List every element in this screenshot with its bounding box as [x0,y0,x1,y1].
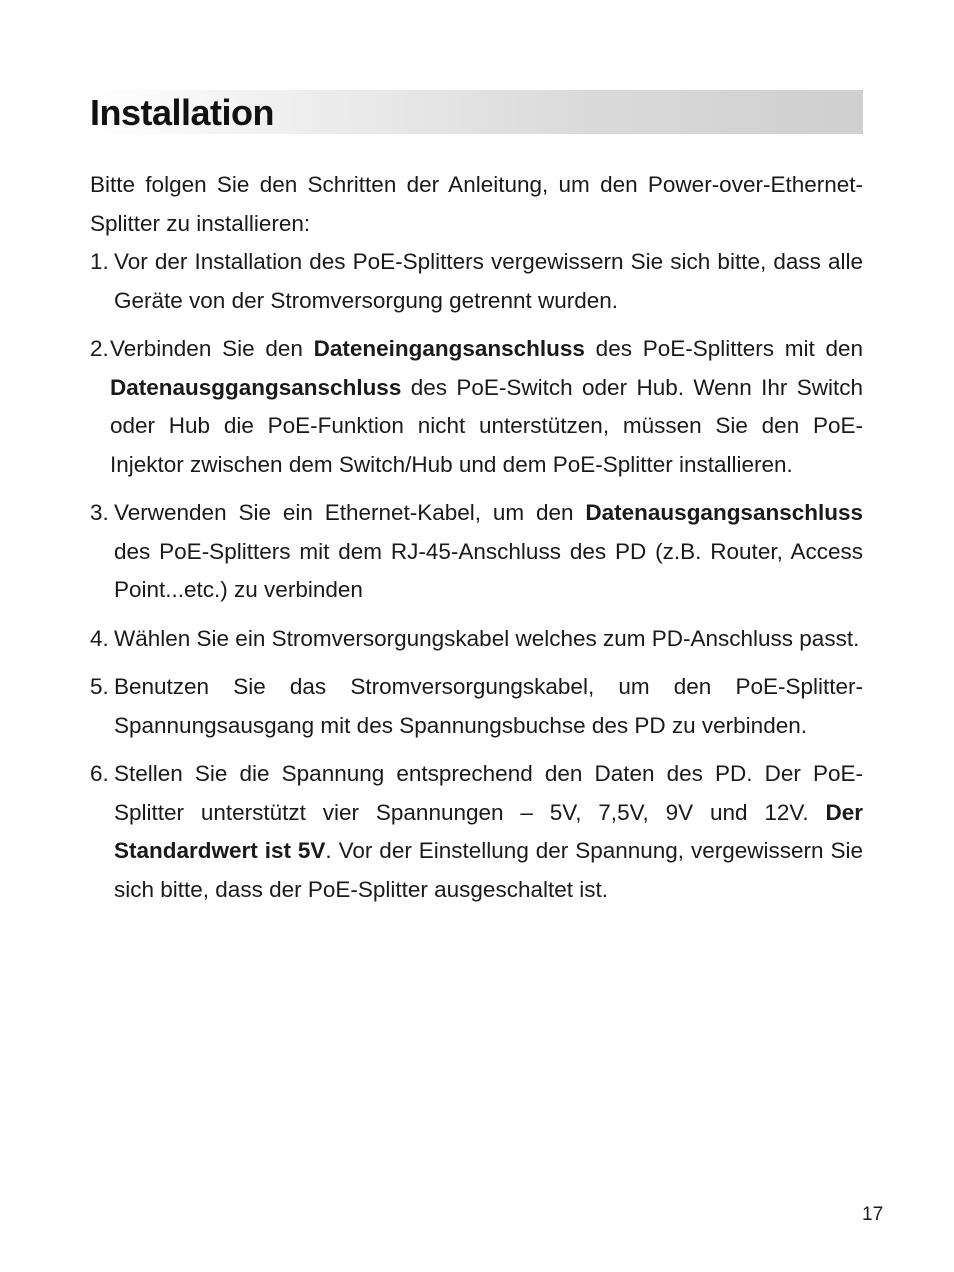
bold-term: Dateneingangsanschluss [313,336,585,361]
step-number: 4. [90,625,109,651]
text-run: des PoE-Switch oder Hub. Wenn Ihr Switch oder Hub die PoE-Funktion nicht unterstützen, müssen Sie den PoE-Injektor zwischen dem Switch/Hub und dem PoE-Splitter installieren. [110,374,863,477]
document-body [90,166,863,909]
step-text [114,243,863,320]
bold-term: Der Standardwert ist 5V [114,799,863,863]
list-item [90,330,863,484]
step-number: 2. [90,336,109,361]
text-run: . Vor der Einstellung der Spannung, vergewissern Sie sich bitte, dass der PoE-Splitter ausgeschaltet ist. [114,838,863,902]
step-text [114,668,863,745]
text-run: Benutzen Sie das Stromversorgungskabel, um den PoE-Splitter-Spannungsausgang mit des Spannungsbuchse des PD zu verbinden. [114,674,863,738]
text-run: Verwenden Sie ein Ethernet-Kabel, um den [114,500,586,525]
step-number: 1. [90,249,109,274]
step-number: 5. [90,674,109,699]
page-number: 17 [862,1204,884,1225]
list-item [90,755,863,909]
text-run: Vor der Installation des PoE-Splitters vergewissern Sie sich bitte, dass alle Geräte von der Stromversorgung getrennt wurden. [114,249,863,313]
installation-steps-list [90,243,863,909]
bold-term: Datenausggangsanschluss [110,374,402,400]
text-run: Wählen Sie ein Stromversorgungskabel welches zum PD-Anschluss passt. [114,625,860,651]
step-number: 3. [90,500,109,525]
text-run: des PoE-Splitters mit den [584,336,863,361]
text-run: Stellen Sie die Spannung entsprechend den Daten des PD. Der PoE-Splitter unterstützt vier Spannungen – 5V, 7,5V, 9V und 12V. [114,761,863,825]
text-run: des PoE-Splitters mit dem RJ-45-Anschluss des PD (z.B. Router, Access Point...etc.) zu verbinden [114,538,863,602]
list-item [90,243,863,320]
list-item [90,620,863,659]
step-text [114,620,863,659]
list-item [90,494,863,610]
intro-paragraph: Bitte folgen Sie den Schritten der Anleitung, um den Power-over-Ethernet-Splitter zu installieren: [90,172,863,236]
step-text [110,330,863,484]
step-text [114,755,863,909]
section-heading-bar [90,90,863,134]
list-item [90,668,863,745]
page-title: Installation [90,92,275,133]
step-number: 6. [90,761,109,786]
bold-term: Datenausgangsanschluss [585,500,863,525]
step-text [114,494,863,610]
text-run: Verbinden Sie den [110,336,314,361]
